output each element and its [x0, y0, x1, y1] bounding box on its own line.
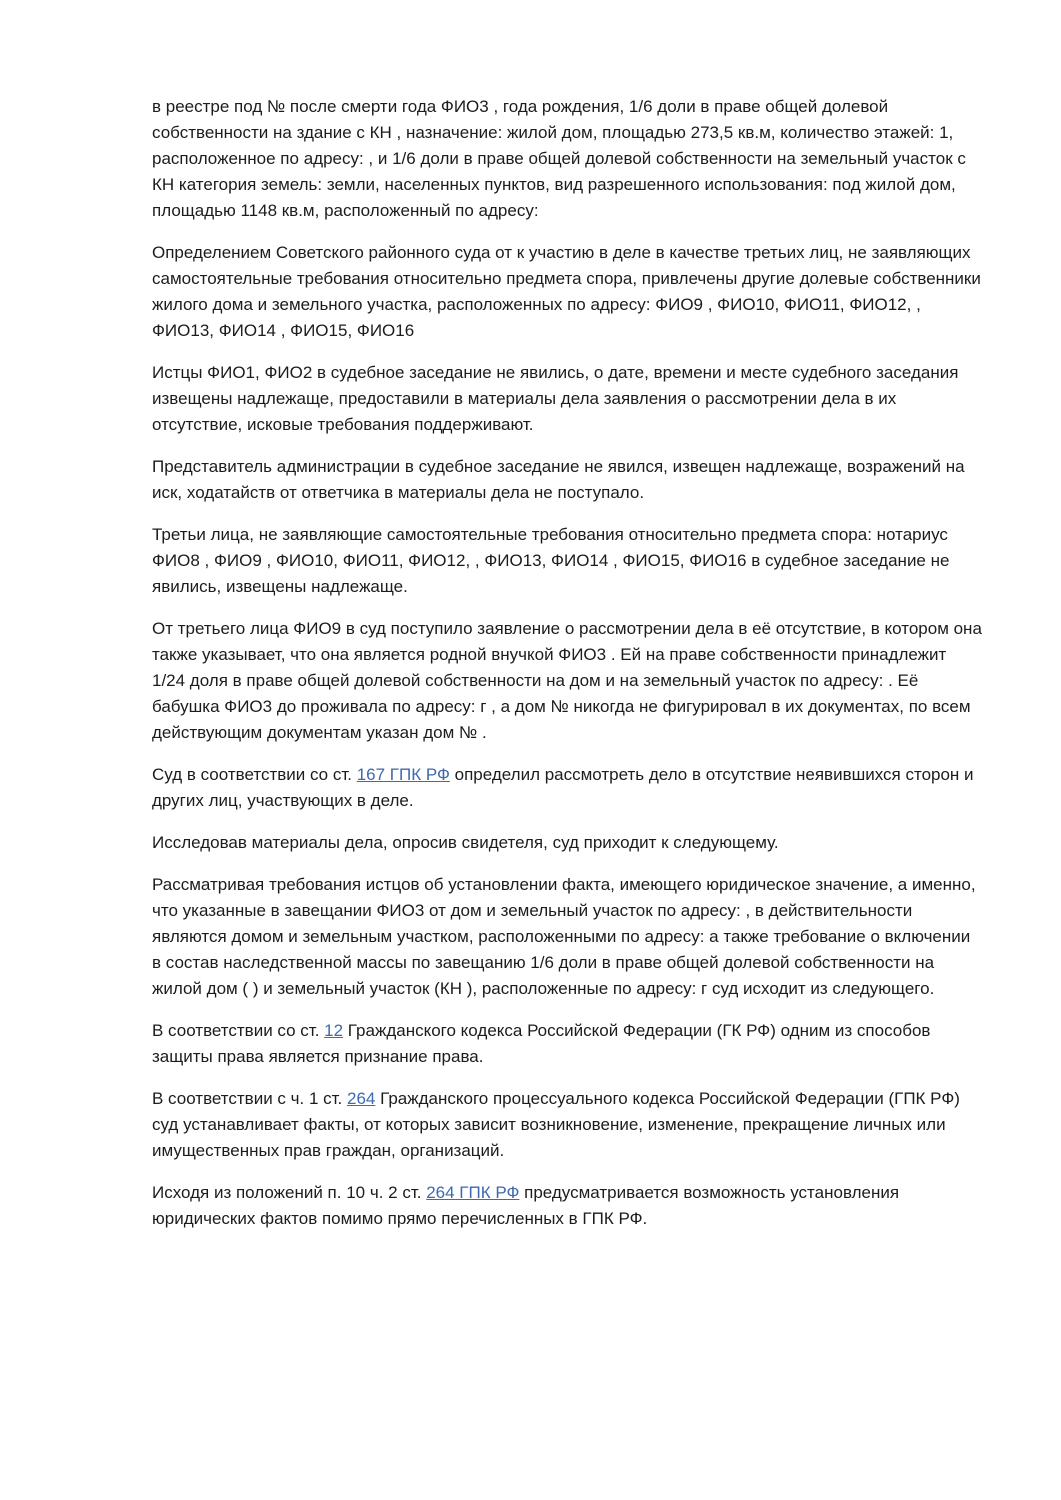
text-run: От третьего лица ФИО9 в суд поступило заявление о рассмотрении дела в её отсутствие, в котором она также указывает, что она является родной внучкой ФИО3 . Ей на праве собственности принадлежит 1/24 доля в праве общей долевой собственности на дом и на земельный участок по адресу: . Её бабушка ФИО3 до проживала по адресу: г , а дом № никогда не фигурировал в их документах, по всем действующим документам указан дом № .	[152, 619, 982, 742]
statute-link[interactable]: 264 ГПК РФ	[426, 1183, 520, 1202]
paragraph	[152, 94, 982, 224]
statute-link[interactable]: 167 ГПК РФ	[356, 765, 450, 784]
paragraph	[152, 522, 982, 600]
statute-link[interactable]: 264	[347, 1089, 376, 1108]
text-run: Исследовав материалы дела, опросив свидетеля, суд приходит к следующему.	[152, 833, 779, 852]
text-run: Представитель администрации в судебное заседание не явился, извещен надлежаще, возражений на иск, ходатайств от ответчика в материалы дела не поступало.	[152, 457, 965, 502]
text-run: Истцы ФИО1, ФИО2 в судебное заседание не явились, о дате, времени и месте судебного заседания извещены надлежаще, предоставили в материалы дела заявления о рассмотрении дела в их отсутствие, исковые требования поддерживают.	[152, 363, 959, 434]
paragraph	[152, 1018, 982, 1070]
paragraph	[152, 616, 982, 746]
paragraph	[152, 762, 982, 814]
text-run: Рассматривая требования истцов об установлении факта, имеющего юридическое значение, а именно, что указанные в завещании ФИО3 от дом и земельный участок по адресу: , в действительности являются домом и земельным участком, расположенными по адресу: а также требование о включении в состав наследственной массы по завещанию 1/6 доли в праве общей долевой собственности на жилой дом ( ) и земельный участок (КН ), расположенные по адресу: г суд исходит из следующего.	[152, 875, 976, 998]
text-run: предусматривается возможность установления юридических фактов помимо прямо перечисленных в ГПК РФ.	[152, 1183, 900, 1228]
text-run: В соответствии со ст.	[152, 1021, 325, 1040]
text-run: Третьи лица, не заявляющие самостоятельные требования относительно предмета спора: нотариус ФИО8 , ФИО9 , ФИО10, ФИО11, ФИО12, , ФИО13, ФИО14 , ФИО15, ФИО16 в судебное заседание не явились, извещены надлежаще.	[152, 525, 950, 596]
paragraph	[152, 872, 982, 1002]
paragraph	[152, 240, 982, 344]
text-run: В соответствии с ч. 1 ст.	[152, 1089, 347, 1108]
text-run: Исходя из положений п. 10 ч. 2 ст.	[152, 1183, 427, 1202]
paragraph	[152, 1180, 982, 1232]
text-run: Определением Советского районного суда от к участию в деле в качестве третьих лиц, не заявляющих самостоятельные требования относительно предмета спора, привлечены другие долевые собственники жилого дома и земельного участка, расположенных по адресу: ФИО9 , ФИО10, ФИО11, ФИО12, , ФИО13, ФИО14 , ФИО15, ФИО16	[152, 243, 981, 340]
text-run: Суд в соответствии со ст.	[152, 765, 357, 784]
paragraph	[152, 1086, 982, 1164]
paragraph	[152, 454, 982, 506]
paragraph	[152, 830, 982, 856]
text-run: Гражданского процессуального кодекса Российской Федерации (ГПК РФ) суд устанавливает факты, от которых зависит возникновение, изменение, прекращение личных или имущественных прав граждан, организаций.	[152, 1089, 960, 1160]
paragraph	[152, 360, 982, 438]
document-body	[152, 94, 982, 1248]
statute-link[interactable]: 12	[324, 1021, 344, 1040]
text-run: определил рассмотреть дело в отсутствие неявившихся сторон и других лиц, участвующих в деле.	[152, 765, 974, 810]
text-run: в реестре под № после смерти года ФИО3 , года рождения, 1/6 доли в праве общей долевой собственности на здание с КН , назначение: жилой дом, площадью 273,5 кв.м, количество этажей: 1, расположенное по адресу: , и 1/6 доли в праве общей долевой собственности на земельный участок с КН категория земель: земли, населенных пунктов, вид разрешенного использования: под жилой дом, площадью 1148 кв.м, расположенный по адресу:	[152, 97, 966, 220]
text-run: Гражданского кодекса Российской Федерации (ГК РФ) одним из способов защиты права является признание права.	[152, 1021, 931, 1066]
